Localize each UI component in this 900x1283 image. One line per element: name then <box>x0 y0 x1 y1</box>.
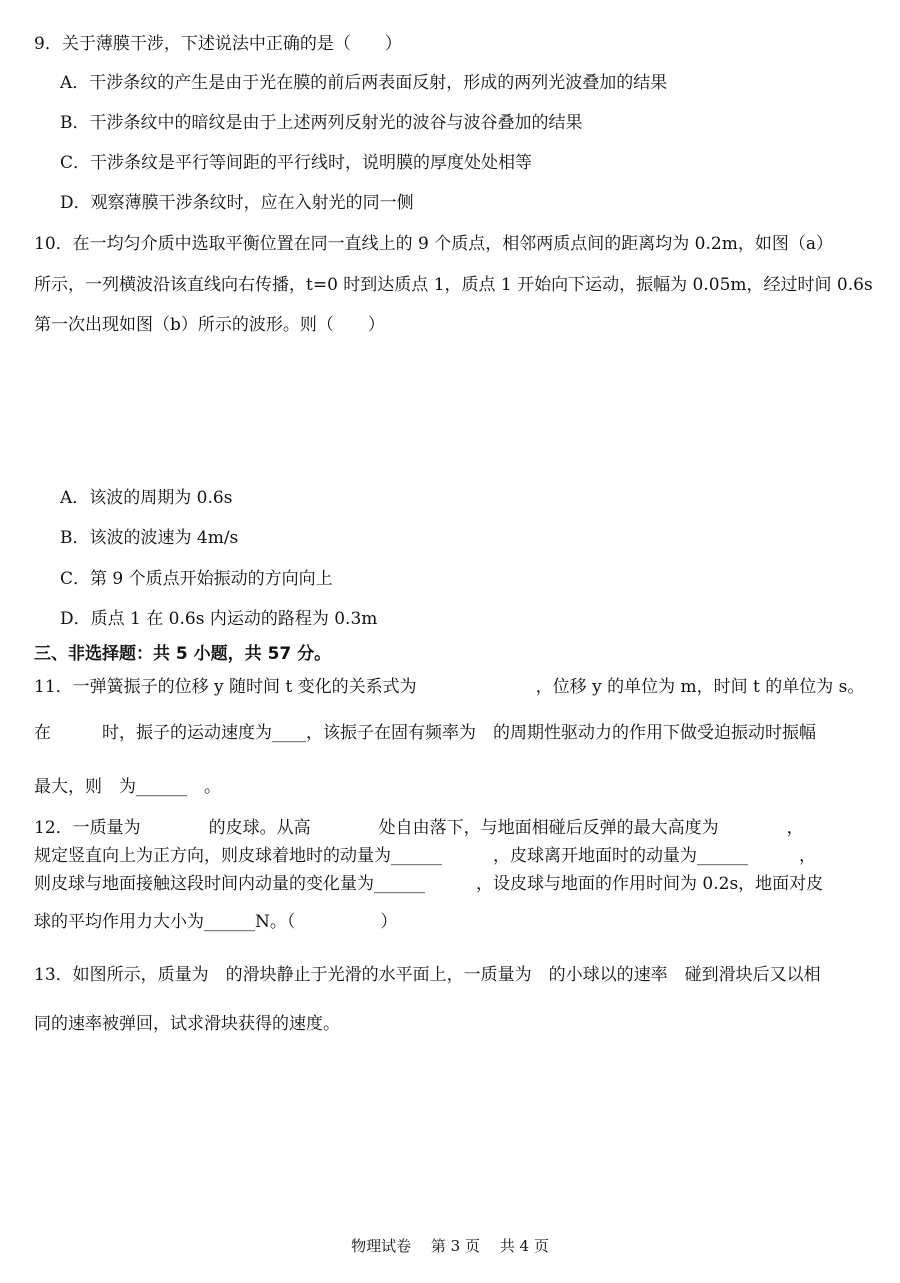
q12-line-2: 规定竖直向上为正方向，则皮球着地时的动量为______ ，皮球离开地面时的动量为______ ， <box>34 846 816 866</box>
q11-line-1: 11．一弹簧振子的位移 y 随时间 t 变化的关系式为 ，位移 y 的单位为 m，时间 t 的单位为 s。 <box>34 677 865 697</box>
q9-option-b: B．干涉条纹中的暗纹是由于上述两列反射光的波谷与波谷叠加的结果 <box>60 113 583 133</box>
q13-line-2: 同的速率被弹回，试求滑块获得的速度。 <box>34 1014 340 1034</box>
q13-line-1: 13．如图所示，质量为 的滑块静止于光滑的水平面上，一质量为 的小球以的速率 碰到滑块后又以相 <box>34 965 821 985</box>
q12-line-3: 则皮球与地面接触这段时间内动量的变化量为______ ，设皮球与地面的作用时间为 0.2s，地面对皮 <box>34 874 824 894</box>
q10-option-a: A．该波的周期为 0.6s <box>60 488 233 508</box>
q9-option-a: A．干涉条纹的产生是由于光在膜的前后两表面反射，形成的两列光波叠加的结果 <box>60 73 668 93</box>
q10-figure-area <box>34 345 864 475</box>
q9-stem: 9．关于薄膜干涉，下述说法中正确的是（ ） <box>34 34 402 54</box>
q11-line-2: 在 时，振子的运动速度为____，该振子在固有频率为 的周期性驱动力的作用下做受迫振动时振幅 <box>34 723 816 743</box>
q10-line-1: 10．在一均匀介质中选取平衡位置在同一直线上的 9 个质点，相邻两质点间的距离均为 0.2m，如图（a） <box>34 234 833 254</box>
section-heading: 三、非选择题：共 5 小题，共 57 分。 <box>34 644 332 664</box>
q12-line-1: 12．一质量为 的皮球。从高 处自由落下，与地面相碰后反弹的最大高度为 ， <box>34 818 804 838</box>
q9-option-d: D．观察薄膜干涉条纹时，应在入射光的同一侧 <box>60 193 414 213</box>
q9-option-c: C．干涉条纹是平行等间距的平行线时，说明膜的厚度处处相等 <box>60 153 533 173</box>
q10-line-2: 所示，一列横波沿该直线向右传播，t=0 时到达质点 1，质点 1 开始向下运动，振幅为 0.05m，经过时间 0.6s <box>34 275 873 295</box>
q12-line-4: 球的平均作用力大小为______N。（ ） <box>34 912 398 932</box>
q10-option-d: D．质点 1 在 0.6s 内运动的路程为 0.3m <box>60 609 378 629</box>
q10-option-c: C．第 9 个质点开始振动的方向向上 <box>60 569 333 589</box>
q11-line-3: 最大，则 为______ 。 <box>34 777 221 797</box>
page-footer: 物理试卷 第 3 页 共 4 页 <box>351 1237 549 1255</box>
q10-option-b: B．该波的波速为 4m/s <box>60 528 239 548</box>
q10-line-3: 第一次出现如图（b）所示的波形。则（ ） <box>34 315 385 335</box>
